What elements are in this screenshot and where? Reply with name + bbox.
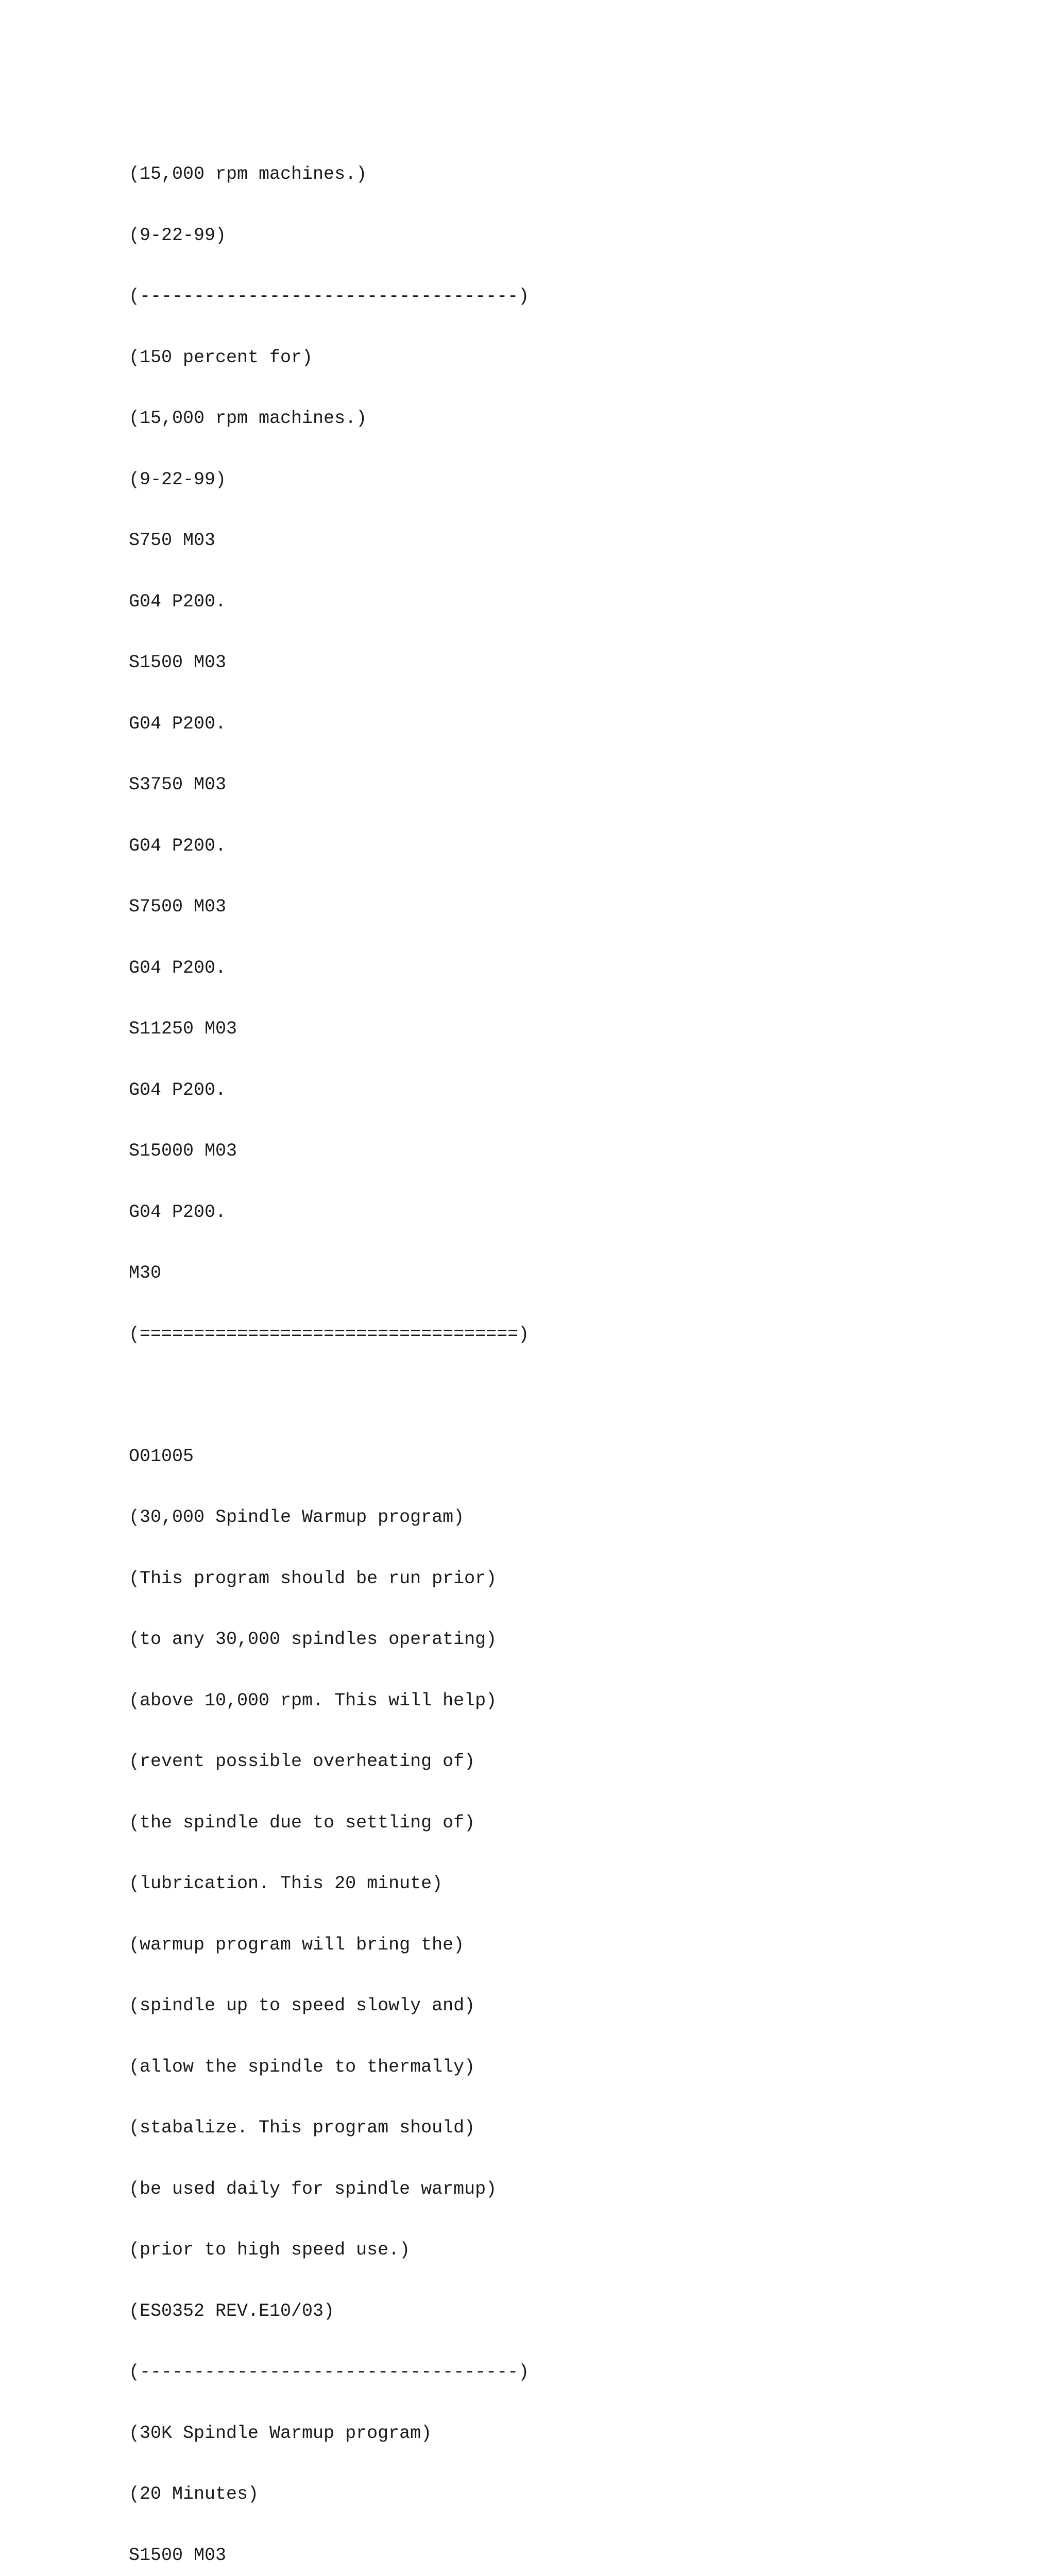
program-line: (9-22-99) <box>129 225 227 246</box>
program-line: (This program should be run prior) <box>129 1568 497 1589</box>
blank-line <box>129 1385 529 1406</box>
program-line: (prior to high speed use.) <box>129 2240 411 2260</box>
program-line: S3750 M03 <box>129 774 227 795</box>
program-line: S11250 M03 <box>129 1019 237 1039</box>
program-line: (revent possible overheating of) <box>129 1751 475 1772</box>
program-line: M30 <box>129 1263 162 1283</box>
program-line: (15,000 rpm machines.) <box>129 408 367 429</box>
program-listing <box>129 124 529 2576</box>
program-line: (above 10,000 rpm. This will help) <box>129 1690 497 1711</box>
program-line: (20 Minutes) <box>129 2484 259 2504</box>
program-line: G04 P200. <box>129 957 227 978</box>
program-line: G04 P200. <box>129 835 227 856</box>
program-line: S15000 M03 <box>129 1141 237 1161</box>
program-line: (allow the spindle to thermally) <box>129 2056 475 2077</box>
program-line: (30K Spindle Warmup program) <box>129 2422 432 2444</box>
program-line: S750 M03 <box>129 530 216 551</box>
program-line: (be used daily for spindle warmup) <box>129 2178 497 2199</box>
program-line: G04 P200. <box>129 713 227 734</box>
program-line: (ES0352 REV.E10/03) <box>129 2300 335 2321</box>
program-line: (-----------------------------------) <box>129 2362 530 2382</box>
program-line: (150 percent for) <box>129 347 313 368</box>
program-line: (spindle up to speed slowly and) <box>129 1995 475 2016</box>
program-line: (===================================) <box>129 1324 530 1345</box>
program-line: (the spindle due to settling of) <box>129 1812 475 1833</box>
program-line: (to any 30,000 spindles operating) <box>129 1629 497 1650</box>
program-line: S1500 M03 <box>129 2545 227 2566</box>
program-line: (15,000 rpm machines.) <box>129 164 367 184</box>
program-line: S7500 M03 <box>129 896 227 917</box>
program-line: (warmup program will bring the) <box>129 1934 465 1955</box>
program-line: (lubrication. This 20 minute) <box>129 1873 443 1894</box>
program-line: S1500 M03 <box>129 652 227 673</box>
program-line: (9-22-99) <box>129 469 227 490</box>
program-line: G04 P200. <box>129 1079 227 1100</box>
program-line: (-----------------------------------) <box>129 286 530 307</box>
program-line: (30,000 Spindle Warmup program) <box>129 1507 465 1528</box>
program-number: O01005 <box>129 1446 194 1467</box>
program-line: G04 P200. <box>129 1201 227 1223</box>
program-line: G04 P200. <box>129 591 227 612</box>
program-line: (stabalize. This program should) <box>129 2117 475 2138</box>
